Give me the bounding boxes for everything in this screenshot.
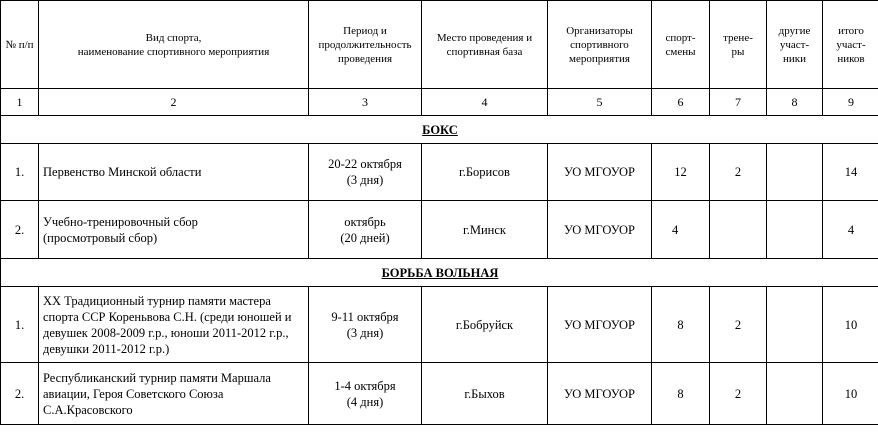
- header-row: [1, 1, 878, 89]
- others-count: [767, 201, 823, 259]
- colnum-7: 7: [710, 89, 767, 116]
- header-coaches: трене- ры: [710, 1, 767, 89]
- event-period: 9-11 октября (3 дня): [309, 287, 422, 363]
- header-organizer: Организаторы спортивного мероприятия: [548, 1, 652, 89]
- athletes-count: 4: [652, 201, 710, 259]
- section-row-freestyle-wrestling: [1, 259, 878, 287]
- others-count: [767, 144, 823, 201]
- column-numbers-row: [1, 89, 878, 116]
- athletes-count: 8: [652, 363, 710, 425]
- event-place: г.Минск: [422, 201, 548, 259]
- table-row: [1, 363, 878, 425]
- event-place: г.Бобруйск: [422, 287, 548, 363]
- coaches-count: [710, 201, 767, 259]
- colnum-1: 1: [1, 89, 39, 116]
- event-organizer: УО МГОУОР: [548, 201, 652, 259]
- event-place: г.Борисов: [422, 144, 548, 201]
- colnum-6: 6: [652, 89, 710, 116]
- row-num: 1.: [1, 287, 39, 363]
- header-others: другие участ- ники: [767, 1, 823, 89]
- colnum-9: 9: [823, 89, 878, 116]
- row-num: 2.: [1, 201, 39, 259]
- header-athletes: спорт- смены: [652, 1, 710, 89]
- row-num: 2.: [1, 363, 39, 425]
- total-count: 10: [823, 287, 878, 363]
- event-name: Республиканский турнир памяти Маршала авиации, Героя Советского Союза С.А.Красовского: [39, 363, 309, 425]
- event-period: 1-4 октября (4 дня): [309, 363, 422, 425]
- event-place: г.Быхов: [422, 363, 548, 425]
- event-organizer: УО МГОУОР: [548, 287, 652, 363]
- athletes-count: 8: [652, 287, 710, 363]
- colnum-2: 2: [39, 89, 309, 116]
- total-count: 10: [823, 363, 878, 425]
- total-count: 4: [823, 201, 878, 259]
- event-name: Учебно-тренировочный сбор (просмотровый сбор): [39, 201, 309, 259]
- others-count: [767, 363, 823, 425]
- header-total: итого участ- ников: [823, 1, 878, 89]
- others-count: [767, 287, 823, 363]
- event-name: XX Традиционный турнир памяти мастера спорта ССР Кореньвова С.Н. (среди юношей и девушек 2008-2009 г.р., юноши 2011-2012 г.р., девушки 2011-2012 г.р.): [39, 287, 309, 363]
- header-period: Период и продолжительность проведения: [309, 1, 422, 89]
- coaches-count: 2: [710, 287, 767, 363]
- table-row: [1, 144, 878, 201]
- header-place: Место проведения и спортивная база: [422, 1, 548, 89]
- event-organizer: УО МГОУОР: [548, 144, 652, 201]
- colnum-5: 5: [548, 89, 652, 116]
- colnum-4: 4: [422, 89, 548, 116]
- header-num: № п/п: [1, 1, 39, 89]
- coaches-count: 2: [710, 363, 767, 425]
- coaches-count: 2: [710, 144, 767, 201]
- total-count: 14: [823, 144, 878, 201]
- colnum-8: 8: [767, 89, 823, 116]
- colnum-3: 3: [309, 89, 422, 116]
- section-title: БОКС: [1, 116, 878, 144]
- event-organizer: УО МГОУОР: [548, 363, 652, 425]
- table-row: [1, 201, 878, 259]
- event-name: Первенство Минской области: [39, 144, 309, 201]
- row-num: 1.: [1, 144, 39, 201]
- event-period: октябрь (20 дней): [309, 201, 422, 259]
- event-period: 20-22 октября (3 дня): [309, 144, 422, 201]
- athletes-count: 12: [652, 144, 710, 201]
- table-row: [1, 287, 878, 363]
- section-title: БОРЬБА ВОЛЬНАЯ: [1, 259, 878, 287]
- section-row-boxing: [1, 116, 878, 144]
- header-sport: Вид спорта, наименование спортивного мероприятия: [39, 1, 309, 89]
